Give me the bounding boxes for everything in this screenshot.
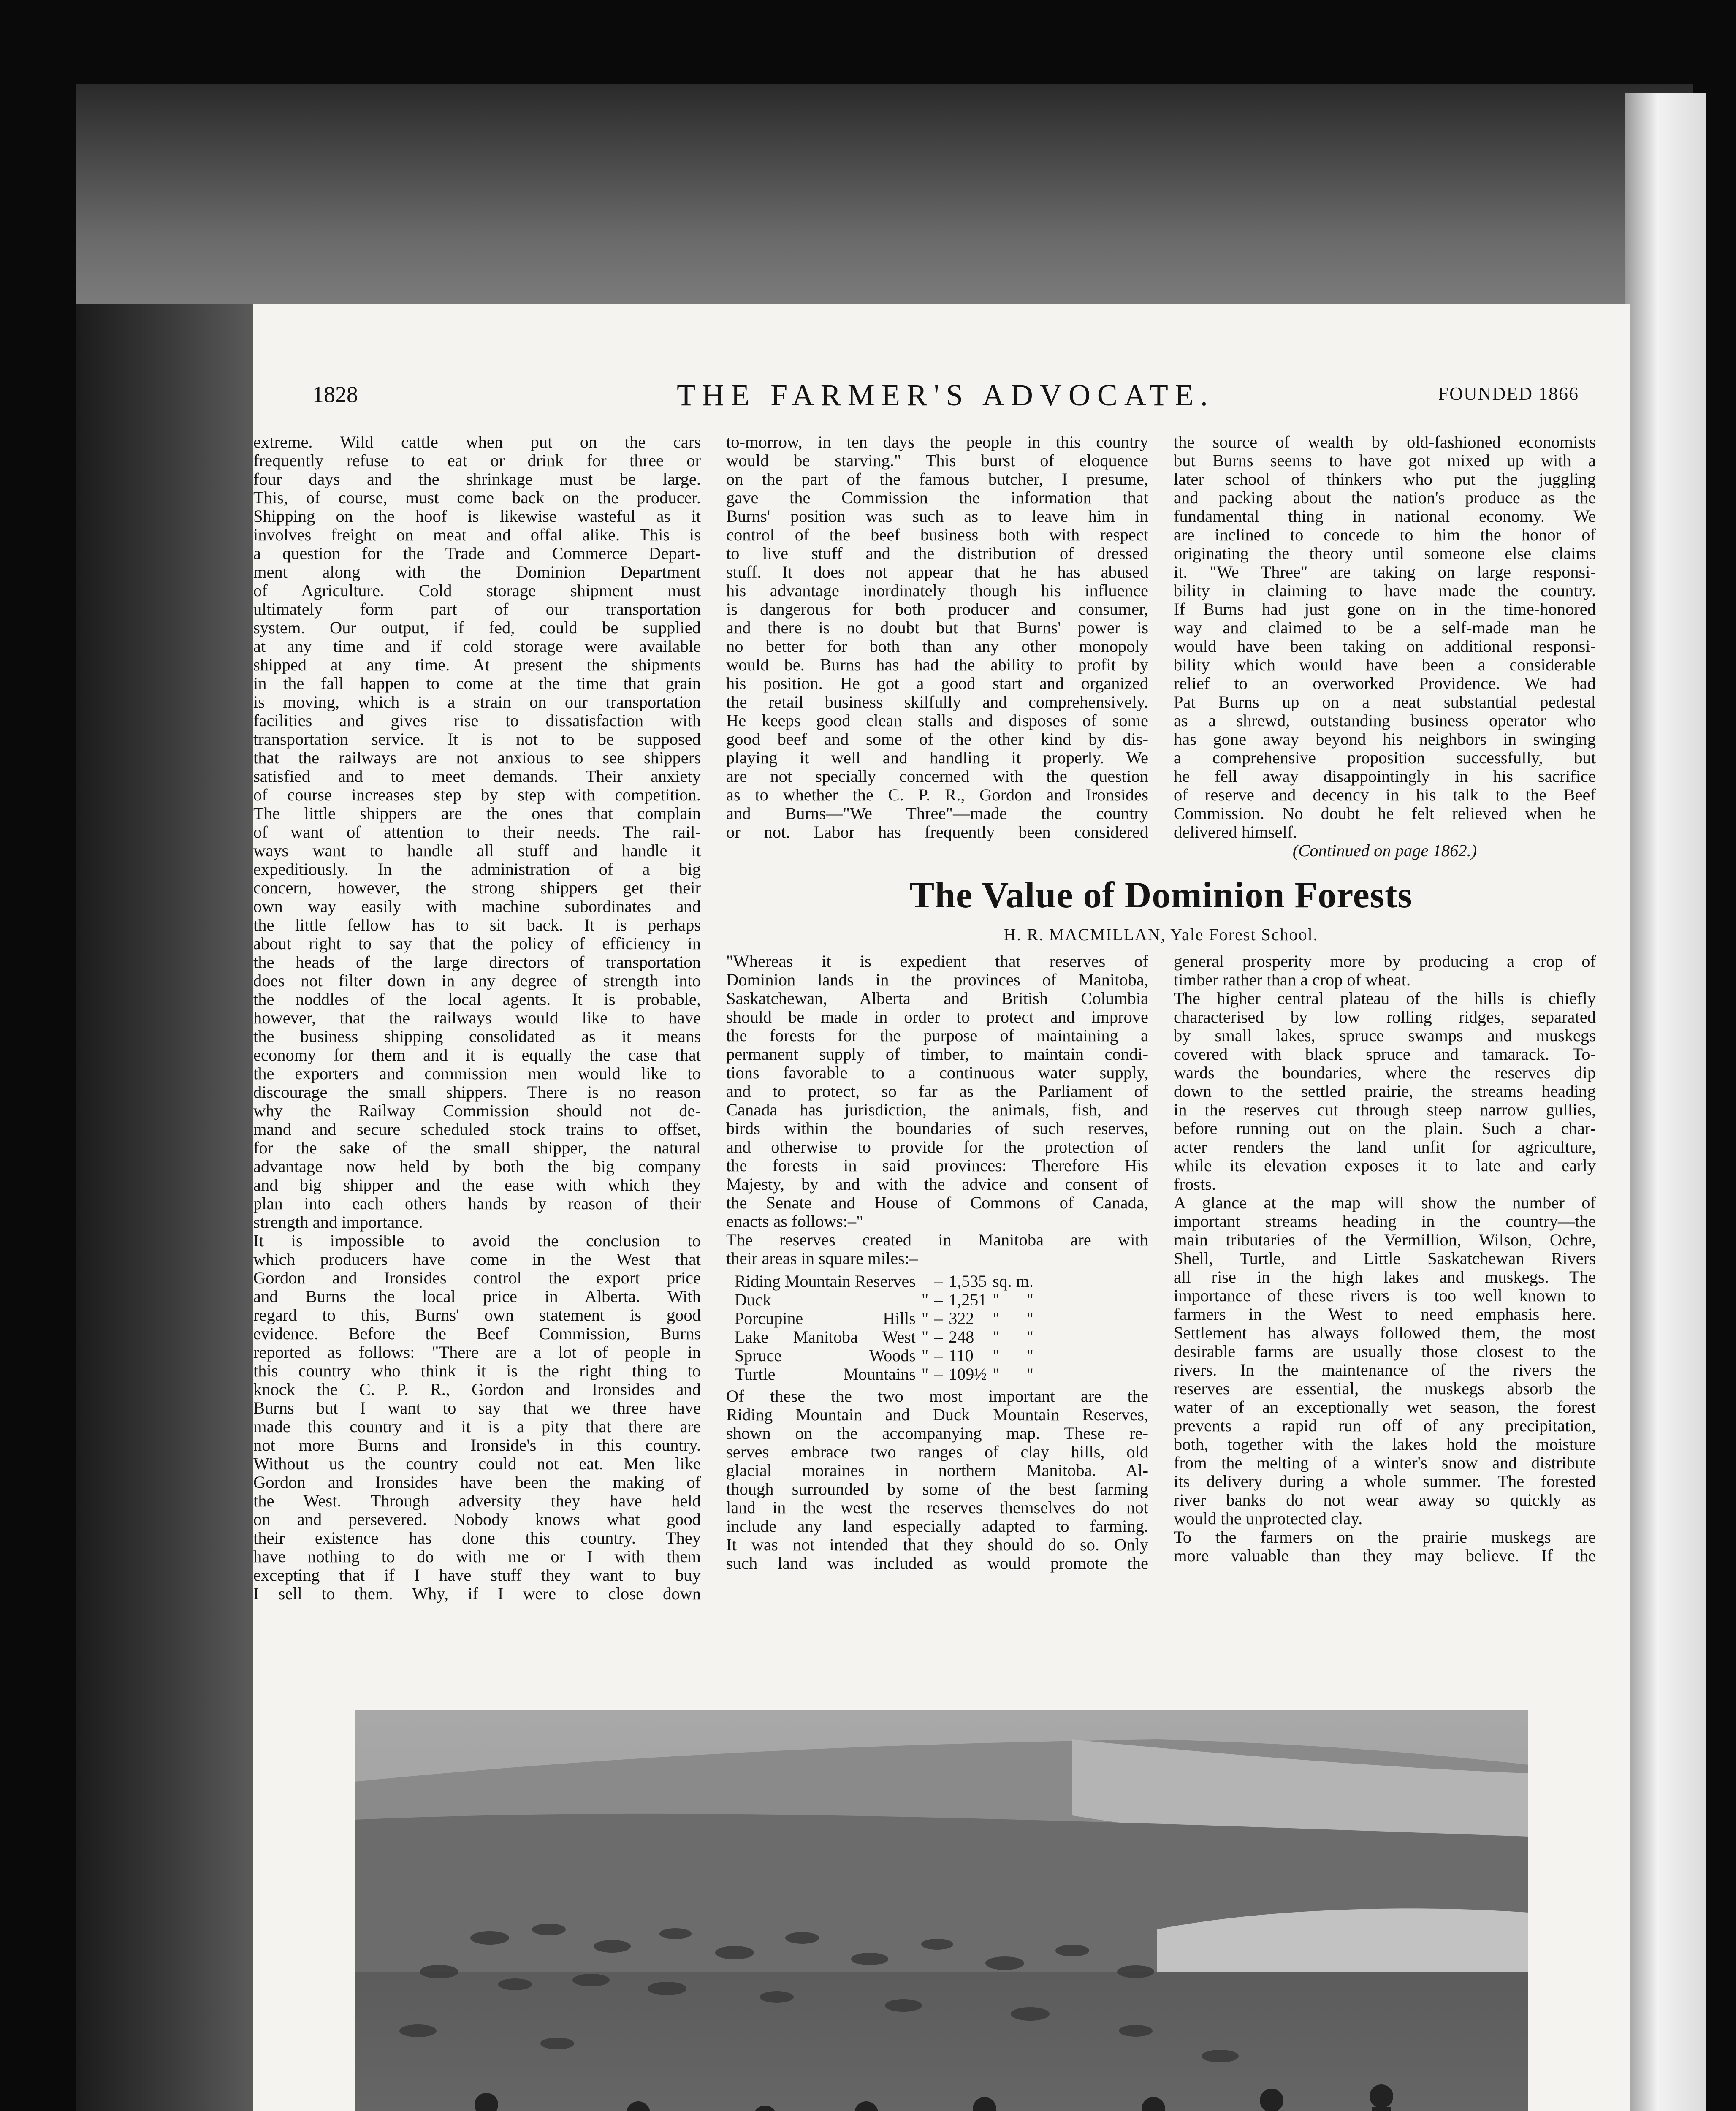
text-line: originating the theory until someone else claims (1174, 544, 1596, 563)
text-line: system. Our output, if fed, could be supplied (253, 619, 701, 637)
reserve-dash: – (934, 1272, 943, 1291)
text-line: water of an exceptionally wet season, the forest (1174, 1398, 1596, 1416)
text-line: all rise in the high lakes and muskegs. The (1174, 1268, 1596, 1286)
reserve-unit: " " (993, 1327, 1033, 1346)
text-line: Burns' position was such as to leave him in (726, 507, 1148, 526)
reserves-table (735, 1272, 1039, 1384)
text-line: Majesty, by and with the advice and consent of (726, 1175, 1148, 1194)
text-line: have nothing to do with me or I with them (253, 1547, 701, 1566)
text-line: extreme. Wild cattle when put on the cars (253, 433, 701, 451)
text-line: expeditiously. In the administration of a big (253, 860, 701, 879)
text-line: the heads of the large directors of transportation (253, 953, 701, 971)
text-line: economy for them and it is equally the case that (253, 1046, 701, 1064)
adjacent-page-edge (1625, 93, 1706, 2111)
text-line: their existence has done this country. They (253, 1529, 701, 1547)
text-line: river banks do not wear away so quickly as (1174, 1491, 1596, 1509)
text-line: the West. Through adversity they have held (253, 1492, 701, 1510)
text-line: Shell, Turtle, and Little Saskatchewan Rivers (1174, 1249, 1596, 1268)
text-line: about right to say that the policy of efficiency in (253, 934, 701, 953)
text-line: a question for the Trade and Commerce Depart- (253, 544, 701, 563)
reserve-row (735, 1272, 1039, 1291)
reserve-ditto: " (921, 1327, 929, 1346)
reserve-dash: – (934, 1346, 943, 1365)
text-line: made this country and it is a pity that there are (253, 1417, 701, 1436)
text-line: characterised by low rolling ridges, separated (1174, 1008, 1596, 1026)
reserve-row (735, 1309, 1039, 1328)
text-line: discourage the small shippers. There is no reason (253, 1083, 701, 1102)
text-line: later school of thinkers who put the juggling (1174, 470, 1596, 488)
text-line: Commission. No doubt he felt relieved when he (1174, 804, 1596, 823)
text-line: would be. Burns has had the ability to profit by (726, 656, 1148, 674)
text-line: Gordon and Ironsides control the export price (253, 1269, 701, 1287)
text-line: mand and secure scheduled stock trains to offset, (253, 1120, 701, 1139)
reserve-ditto: " (921, 1290, 929, 1309)
text-line: enacts as follows:–" (726, 1212, 863, 1231)
reserve-area: 110 (949, 1346, 974, 1365)
text-line: and otherwise to provide for the protection of (726, 1138, 1148, 1156)
roundup-photo-illustration (355, 1710, 1528, 2111)
text-line: for the sake of the small shipper, the natural (253, 1139, 701, 1157)
text-line: from the melting of a winter's snow and distribute (1174, 1454, 1596, 1472)
text-line: "Whereas it is expedient that reserves of (726, 952, 1148, 971)
text-line: regard to this, Burns' own statement is good (253, 1306, 701, 1324)
text-line: Pat Burns up on a neat substantial pedestal (1174, 693, 1596, 711)
newspaper-page (253, 304, 1630, 2111)
text-line: in the reserves cut through steep narrow gullies, (1174, 1101, 1596, 1119)
text-line: before running out on the plain. Such a char- (1174, 1119, 1596, 1138)
text-line: frequently refuse to eat or drink for three or (253, 451, 701, 470)
text-line: not more Burns and Ironside's in this country. (253, 1436, 701, 1454)
text-line: acter renders the land unfit for agriculture, (1174, 1138, 1596, 1156)
text-line: this country who think it is the right thing to (253, 1362, 701, 1380)
text-line: tions favorable to a continuous water supply, (726, 1064, 1148, 1082)
text-line: is dangerous for both producer and consumer, (726, 600, 1148, 619)
scan-margin-top (76, 84, 1693, 304)
text-line: his position. He got a good start and organized (726, 674, 1148, 693)
text-line: covered with black spruce and tamarack. To- (1174, 1045, 1596, 1064)
reserve-name: Spruce Woods (735, 1346, 916, 1365)
text-line: To the farmers on the prairie muskegs are (1174, 1528, 1596, 1547)
text-line: important streams heading in the country—the (1174, 1212, 1596, 1231)
text-line: such land was included as would promote the (726, 1554, 1148, 1573)
text-line: satisfied and to meet demands. Their anxiety (253, 767, 701, 786)
text-line: fundamental thing in national economy. We (1174, 507, 1596, 526)
reserve-unit: " " (993, 1365, 1033, 1384)
text-line: knock the C. P. R., Gordon and Ironsides and (253, 1380, 701, 1399)
text-line: stuff. It does not appear that he has abused (726, 563, 1148, 581)
reserve-dash: – (934, 1327, 943, 1346)
masthead: THE FARMER'S ADVOCATE. (677, 378, 1215, 412)
text-line: the noddles of the local agents. It is probable, (253, 990, 701, 1009)
reserve-unit: " " (993, 1290, 1033, 1309)
reserve-name: Porcupine Hills (735, 1309, 916, 1328)
column-2-article-part-b (726, 1387, 1148, 1573)
column-2-article (726, 952, 1148, 1573)
text-line: general prosperity more by producing a crop of (1174, 952, 1596, 971)
text-line: is moving, which is a strain on our transportation (253, 693, 701, 711)
text-line: ways want to handle all stuff and handle it (253, 841, 701, 860)
reserve-name: Lake Manitoba West (735, 1327, 916, 1346)
text-line: shipped at any time. At present the shipments (253, 656, 701, 674)
text-line: facilities and gives rise to dissatisfaction with (253, 711, 701, 730)
text-line: advantage now held by both the big company (253, 1157, 701, 1176)
text-line: while its elevation exposes it to late and early (1174, 1156, 1596, 1175)
text-line: that the railways are not anxious to see shippers (253, 749, 701, 767)
column-1 (253, 433, 701, 1603)
text-line: way and claimed to be a self-made man he (1174, 619, 1596, 637)
text-line: permanent supply of timber, to maintain condi- (726, 1045, 1148, 1064)
text-line: concern, however, the strong shippers get their (253, 879, 701, 897)
text-line: good beef and some of the other kind by dis- (726, 730, 1148, 749)
text-line: Canada has jurisdiction, the animals, fish, and (726, 1101, 1148, 1119)
reserve-unit: sq. m. (993, 1272, 1033, 1291)
text-line: it. "We Three" are taking on large responsi- (1174, 563, 1596, 581)
article-byline: H. R. MACMILLAN, Yale Forest School. (1004, 925, 1318, 944)
text-line: and Burns—"We Three"—made the country (726, 804, 1148, 823)
text-line: four days and the shrinkage must be large. (253, 470, 701, 488)
text-line: the source of wealth by old-fashioned economists (1174, 433, 1596, 451)
text-line: in the fall happen to come at the time that grain (253, 674, 701, 693)
text-line: bility in claiming to have made the country. (1174, 581, 1596, 600)
text-line: of reserve and decency in his talk to the Beef (1174, 786, 1596, 804)
text-line: its delivery during a whole summer. The forested (1174, 1472, 1596, 1491)
text-line: he fell away disappointingly in his sacrifice (1174, 767, 1596, 786)
reserve-area: 1,535 (949, 1272, 987, 1291)
text-line: ultimately form part of our transportation (253, 600, 701, 619)
text-line: on and persevered. Nobody knows what good (253, 1510, 701, 1529)
reserve-row (735, 1346, 1039, 1365)
reserve-name: Riding Mountain Reserves (735, 1272, 916, 1291)
reserve-dash: – (934, 1290, 943, 1309)
text-line: A glance at the map will show the number of (1174, 1194, 1596, 1212)
text-line: has gone away beyond his neighbors in swinging (1174, 730, 1596, 749)
text-line: and Burns the local price in Alberta. With (253, 1287, 701, 1306)
text-line: and packing about the nation's produce as the (1174, 488, 1596, 507)
text-line: own way easily with machine subordinates and (253, 897, 701, 916)
text-line: shown on the accompanying map. These re- (726, 1424, 1148, 1443)
reserve-area: 248 (949, 1327, 974, 1346)
text-line: The reserves created in Manitoba are with (726, 1231, 1148, 1249)
text-line: of want of attention to their needs. The rail- (253, 823, 701, 841)
text-line: glacial moraines in northern Manitoba. Al- (726, 1461, 1148, 1480)
text-line: reserves are essential, the muskegs absorb the (1174, 1379, 1596, 1398)
text-line: the exporters and commission men would like to (253, 1064, 701, 1083)
text-line: timber rather than a crop of wheat. (1174, 971, 1411, 989)
roundup-photograph (355, 1710, 1528, 2111)
text-line: at any time and if cold storage were available (253, 637, 701, 656)
text-line: This, of course, must come back on the producer. (253, 488, 701, 507)
text-line: the little fellow has to sit back. It is perhaps (253, 916, 701, 934)
continued-note: (Continued on page 1862.) (1292, 841, 1477, 860)
text-line: though surrounded by some of the best farming (726, 1480, 1148, 1498)
text-line: playing it well and handling it properly. We (726, 749, 1148, 767)
text-line: serves embrace two ranges of clay hills, old (726, 1443, 1148, 1461)
text-line: and there is no doubt but that Burns' power is (726, 619, 1148, 637)
text-line: why the Railway Commission should not de- (253, 1102, 701, 1120)
reserve-name: Turtle Mountains (735, 1365, 916, 1384)
text-line: The little shippers are the ones that complain (253, 804, 701, 823)
text-line: rivers. In the maintenance of the rivers the (1174, 1361, 1596, 1379)
reserve-area: 1,251 (949, 1290, 987, 1309)
text-line: control of the beef business both with respect (726, 526, 1148, 544)
text-line: of course increases step by step with competition. (253, 786, 701, 804)
text-line: more valuable than they may believe. If the (1174, 1547, 1596, 1565)
text-line: bility which would have been a considerable (1174, 656, 1596, 674)
text-line: are inclined to concede to him the honor of (1174, 526, 1596, 544)
reserve-unit: " " (993, 1346, 1033, 1365)
column-2-top (726, 433, 1148, 841)
scan-margin-left (76, 84, 253, 2111)
text-line: by small lakes, spruce swamps and muskegs (1174, 1026, 1596, 1045)
text-line: I sell to them. Why, if I were to close down (253, 1585, 701, 1603)
text-line: delivered himself. (1174, 823, 1297, 841)
text-line: the Senate and House of Commons of Canada, (726, 1194, 1148, 1212)
text-line: down to the settled prairie, the streams heading (1174, 1082, 1596, 1101)
text-line: involves freight on meat and offal alike. This is (253, 526, 701, 544)
reserve-ditto (922, 1272, 934, 1291)
reserve-ditto: " (921, 1365, 929, 1384)
text-line: birds within the boundaries of such reserves, (726, 1119, 1148, 1138)
text-line: but Burns seems to have got mixed up with a (1174, 451, 1596, 470)
text-line: Saskatchewan, Alberta and British Columbia (726, 989, 1148, 1008)
text-line: Settlement has always followed them, the most (1174, 1324, 1596, 1342)
text-line: It is impossible to avoid the conclusion to (253, 1232, 701, 1250)
reserve-dash: – (934, 1365, 943, 1384)
text-line: which producers have come in the West that (253, 1250, 701, 1269)
text-line: on the part of the famous butcher, I presume, (726, 470, 1148, 488)
text-line: frosts. (1174, 1175, 1216, 1194)
column-2-article-part-a (726, 952, 1148, 1268)
text-line: Shipping on the hoof is likewise wasteful as it (253, 507, 701, 526)
founded-label: FOUNDED 1866 (1438, 383, 1579, 404)
reserve-unit: " " (993, 1309, 1033, 1328)
text-line: strength and importance. (253, 1213, 423, 1232)
column-3-top (1174, 433, 1596, 860)
column-3-article (1174, 952, 1596, 1565)
text-line: ment along with the Dominion Department (253, 563, 701, 581)
text-line: evidence. Before the Beef Commission, Burns (253, 1324, 701, 1343)
text-line: the retail business skilfully and comprehensively. (726, 693, 1148, 711)
reserve-row (735, 1291, 1039, 1309)
reserve-name: Duck (735, 1290, 771, 1309)
reserve-area: 109½ (949, 1365, 987, 1384)
text-line: Without us the country could not eat. Men like (253, 1454, 701, 1473)
text-line: If Burns had just gone on in the time-honored (1174, 600, 1596, 619)
text-line: It was not intended that they should do so. Only (726, 1536, 1148, 1554)
text-line: does not filter down in any degree of strength into (253, 971, 701, 990)
text-line: the forests in said provinces: Therefore His (726, 1156, 1148, 1175)
text-line: would have been taking on additional responsi- (1174, 637, 1596, 656)
text-line: prevents a rapid run off of any precipitation, (1174, 1416, 1596, 1435)
text-line: relief to an overworked Providence. We had (1174, 674, 1596, 693)
reserve-dash: – (934, 1309, 943, 1328)
text-line: and big shipper and the ease with which they (253, 1176, 701, 1194)
text-line: no better for both than any other monopoly (726, 637, 1148, 656)
text-line: reported as follows: "There are a lot of people in (253, 1343, 701, 1362)
text-line: and to protect, so far as the Parliament of (726, 1082, 1148, 1101)
text-line: main tributaries of the Vermillion, Wilson, Ochre, (1174, 1231, 1596, 1249)
text-line: excepting that if I have stuff they want to buy (253, 1566, 701, 1585)
text-line: Gordon and Ironsides have been the making of (253, 1473, 701, 1492)
text-line: of Agriculture. Cold storage shipment must (253, 581, 701, 600)
column-3-top-lines (1174, 433, 1596, 841)
article-title: The Value of Dominion Forests (909, 875, 1413, 916)
text-line: however, that the railways would like to have (253, 1009, 701, 1027)
text-line: the business shipping consolidated as it means (253, 1027, 701, 1046)
text-line: his advantage inordinately though his influence (726, 581, 1148, 600)
text-line: should be made in order to protect and improve (726, 1008, 1148, 1026)
text-line: to-morrow, in ten days the people in this country (726, 433, 1148, 451)
reserve-area: 322 (949, 1309, 974, 1328)
text-line: to live stuff and the distribution of dressed (726, 544, 1148, 563)
text-line: plan into each others hands by reason of their (253, 1194, 701, 1213)
page-number: 1828 (312, 382, 358, 407)
text-line: as to whether the C. P. R., Gordon and Ironsides (726, 786, 1148, 804)
text-line: Burns but I want to say that we three have (253, 1399, 701, 1417)
text-line: as a shrewd, outstanding business operator who (1174, 711, 1596, 730)
page-header (312, 378, 1579, 412)
reserve-ditto: " (921, 1309, 929, 1328)
text-line: He keeps good clean stalls and disposes of some (726, 711, 1148, 730)
text-line: both, together with the lakes hold the moisture (1174, 1435, 1596, 1454)
text-line: desirable farms are usually those closest to the (1174, 1342, 1596, 1361)
text-line: the forests for the purpose of maintaining a (726, 1026, 1148, 1045)
text-line: would be starving." This burst of eloquence (726, 451, 1148, 470)
text-line: Of these the two most important are the (726, 1387, 1148, 1406)
text-line: a comprehensive proposition successfully, but (1174, 749, 1596, 767)
reserve-ditto: " (921, 1346, 929, 1365)
reserve-row (735, 1365, 1039, 1384)
text-line: The higher central plateau of the hills is chiefly (1174, 989, 1596, 1008)
text-line: importance of these rivers is too well known to (1174, 1286, 1596, 1305)
text-line: transportation service. It is not to be supposed (253, 730, 701, 749)
text-line: Riding Mountain and Duck Mountain Reserves, (726, 1406, 1148, 1424)
text-line: wards the boundaries, where the reserves dip (1174, 1064, 1596, 1082)
text-line: or not. Labor has frequently been considered (726, 823, 1148, 841)
text-line: land in the west the reserves themselves do not (726, 1498, 1148, 1517)
text-line: Dominion lands in the provinces of Manitoba, (726, 971, 1148, 989)
text-line: farmers in the West to need emphasis here. (1174, 1305, 1596, 1324)
reserve-row (735, 1328, 1039, 1346)
text-line: are not specially concerned with the question (726, 767, 1148, 786)
text-line: include any land especially adapted to farming. (726, 1517, 1148, 1536)
text-line: gave the Commission the information that (726, 488, 1148, 507)
text-line: would the unprotected clay. (1174, 1509, 1363, 1528)
text-line: their areas in square miles:– (726, 1249, 918, 1268)
